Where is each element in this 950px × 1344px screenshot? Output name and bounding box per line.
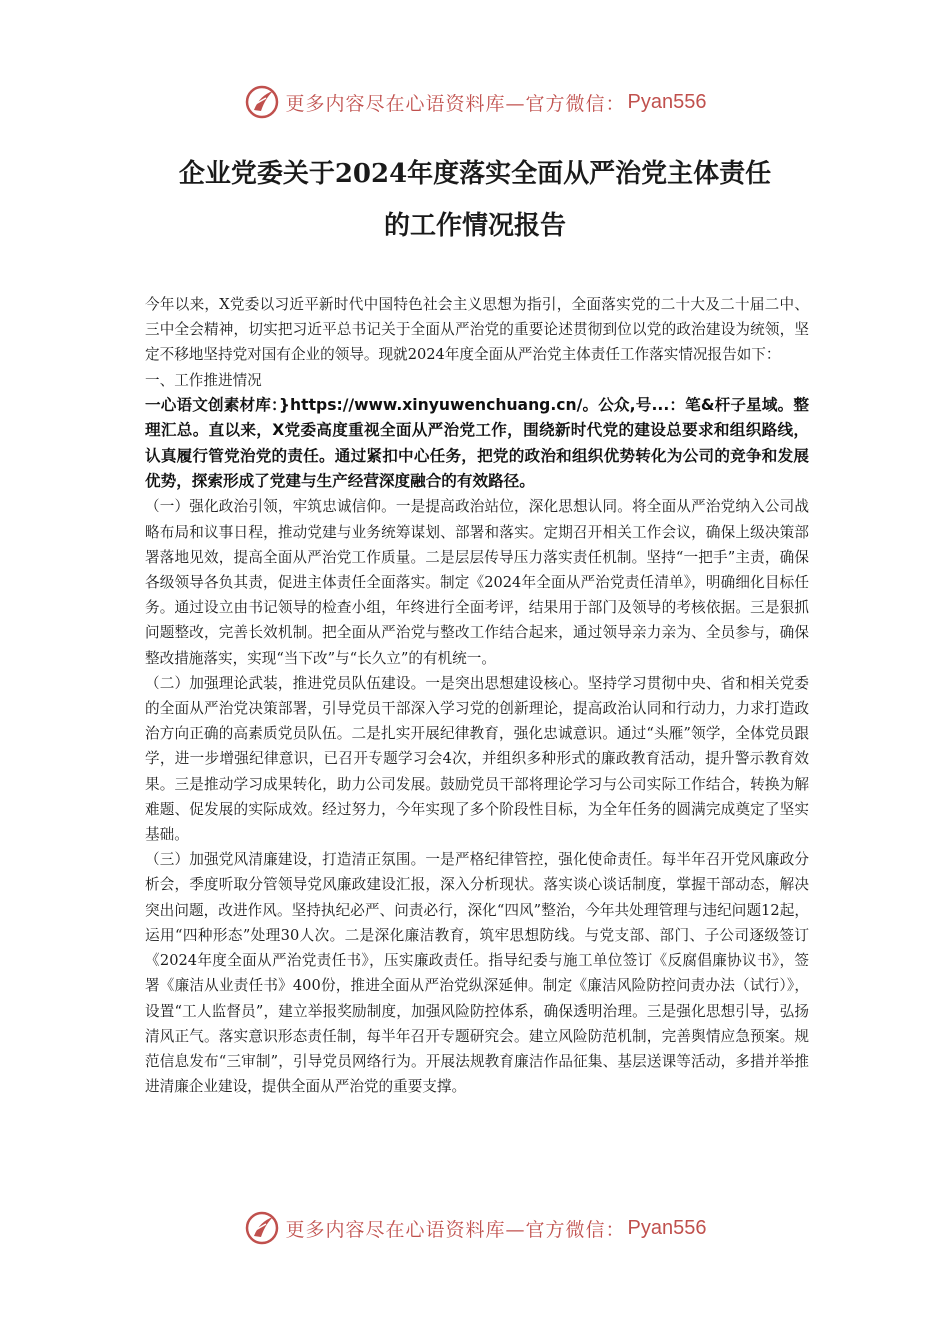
section-3-paragraph: （三）加强党风清廉建设，打造清正氛围。一是严格纪律管控，强化使命责任。每半年召开党风廉政分析会，季度听取分管领导党风廉政建设汇报，深入分析现状。落实谈心谈话制度，掌握干部动态，解决突出问题，改进作风。坚持执纪必严、问责必行，深化“四风”整治，今年共处理管理与违纪问题12起，运用“四种形态”处理30人次。二是深化廉洁教育，筑牢思想防线。与党支部、部门、子公司逐级签订《2024年度全面从严治党责任书》，压实廉政责任。指导纪委与施工单位签订《反腐倡廉协议书》，签署《廉洁从业责任书》400份，推进全面从严治党纵深延伸。制定《廉洁风险防控问责办法（试行）》，设置“工人监督员”，建立举报奖励制度，加强风险防控体系，确保透明治理。三是强化思想引导，弘扬清风正气。落实意识形态责任制，每半年召开专题研究会。建立风险防范机制，完善舆情应急预案。规范信息发布“三审制”，引导党员网络行为。开展法规教育廉洁作品征集、基层送课等活动，多措并举推进清廉企业建设，提供全面从严治党的重要支撑。 — [145, 851, 809, 1096]
brand-logo-icon — [244, 84, 280, 120]
section-1-paragraph: （一）强化政治引领，牢筑忠诚信仰。一是提高政治站位，深化思想认同。将全面从严治党纳入公司战略布局和议事日程，推动党建与业务统筹谋划、部署和落实。定期召开相关工作会议，确保上级决策部署落地见效，提高全面从严治党工作质量。二是层层传导压力落实责任机制。坚持“一把手”主责，确保各级领导各负其责，促进主体责任全面落实。制定《2024年全面从严治党责任清单》，明确细化目标任务。通过设立由书记领导的检查小组，年终进行全面考评，结果用于部门及领导的考核依据。三是狠抓问题整改，完善长效机制。把全面从严治党与整改工作结合起来，通过领导亲力亲为、全员参与，确保整改措施落实，实现“当下改”与“长久立”的有机统一。 — [145, 498, 809, 667]
banner-text: 更多内容尽在心语资料库—官方微信： — [285, 92, 626, 115]
footer-banner — [0, 1208, 950, 1248]
header-banner — [0, 82, 950, 122]
intro-paragraph: 今年以来，X党委以习近平新时代中国特色社会主义思想为指引，全面落实党的二十大及二十届二中、三中全会精神，切实把习近平总书记关于全面从严治党的重要论述贯彻到位以党的政治建设为统领，坚定不移地坚持党对国有企业的领导。现就2024年度全面从严治党主体责任工作落实情况报告如下： — [145, 296, 809, 364]
title-line-2: 的工作情况报告 — [383, 211, 566, 241]
banner-text: 更多内容尽在心语资料库—官方微信： — [285, 1218, 626, 1241]
section-2-paragraph: （二）加强理论武装，推进党员队伍建设。一是突出思想建设核心。坚持学习贯彻中央、省和相关党委的全面从严治党决策部署，引导党员干部深入学习党的创新理论，提高政治认同和行动力，力求打造政治方向正确的高素质党员队伍。二是扎实开展纪律教育，强化忠诚意识。通过“头雁”领学，全体党员跟学，进一步增强纪律意识，已召开专题学习会4次，并组织多种形式的廉政教育活动，提升警示教育效果。三是推动学习成果转化，助力公司发展。鼓励党员干部将理论学习与公司实际工作结合，转换为解难题、促发展的实际成效。经过努力，今年实现了多个阶段性目标，为全年任务的圆满完成奠定了坚实基础。 — [145, 674, 809, 844]
section-heading: 一、工作推进情况 — [145, 371, 262, 389]
banner-wechat-id: Pyan556 — [627, 1216, 707, 1239]
title-line-1: 企业党委关于2024年度落实全面从严治党主体责任 — [178, 159, 772, 189]
document-title — [100, 148, 850, 252]
banner-wechat-id: Pyan556 — [627, 90, 707, 113]
brand-logo-icon — [244, 1210, 280, 1246]
document-body — [145, 292, 809, 1099]
watermark-paragraph: 一心语文创素材库：}https://www.xinyuwenchuang.cn/。公众,号...：笔&杆子星域。整理汇总。直以来，X党委高度重视全面从严治党工作，围绕新时代党的建设总要求和组织路线，认真履行管党治党的责任。通过紧扣中心任务，把党的政治和组织优势转化为公司的竞争和发展优势，探索形成了党建与生产经营深度融合的有效路径。 — [145, 395, 809, 491]
